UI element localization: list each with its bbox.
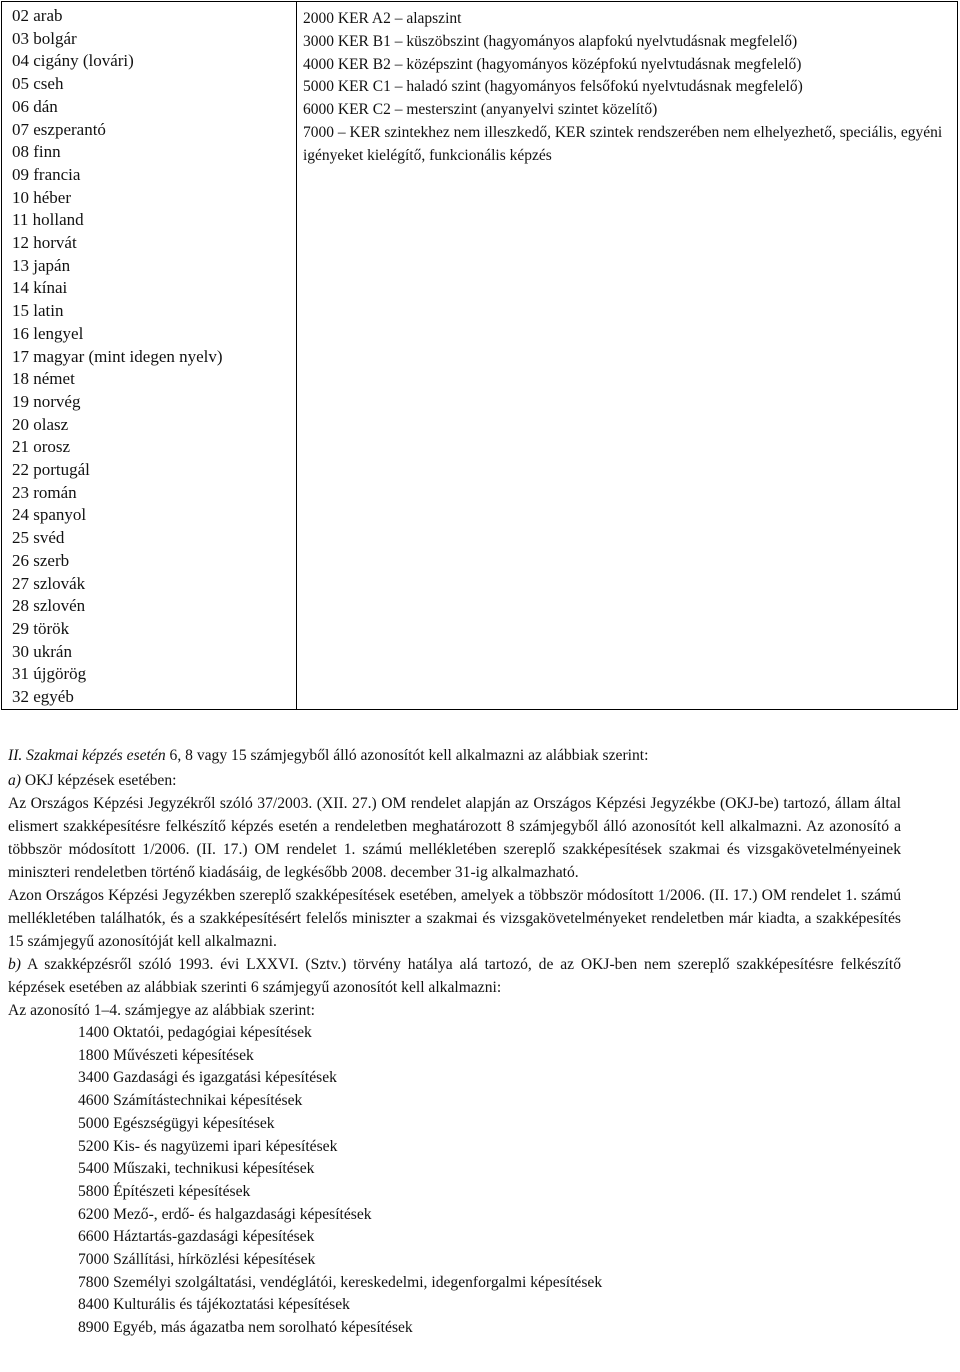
level-code-item: 5000 KER C1 – haladó szint (hagyományos felsőfokú nyelvtudásnak megfelelő): [303, 78, 803, 96]
language-code-item: 29 török: [12, 618, 70, 638]
level-codes-cell: [297, 2, 958, 710]
subsection-a-title-text: OKJ képzések esetében:: [21, 772, 177, 789]
qualification-category-item: 5800 Építészeti képesítések: [78, 1182, 251, 1200]
qualification-category-item: 5200 Kis- és nagyüzemi ipari képesítések: [78, 1137, 338, 1155]
section-heading: [8, 744, 901, 767]
level-code-item: 2000 KER A2 – alapszint: [303, 10, 462, 27]
subsection-a-label: a): [8, 772, 21, 789]
language-code-item: 11 holland: [12, 210, 84, 230]
language-code-item: 06 dán: [12, 96, 58, 116]
qualification-category-item: 3400 Gazdasági és igazgatási képesítések: [78, 1069, 337, 1087]
language-code-item: 07 eszperantó: [12, 119, 106, 139]
qualification-category-item: 1800 Művészeti képesítések: [78, 1046, 254, 1064]
qualification-category-item: 5400 Műszaki, technikusi képesítések: [78, 1160, 315, 1178]
qualification-category-item: 8900 Egyéb, más ágazatba nem sorolható képesítések: [78, 1319, 413, 1337]
qualification-category-item: 1400 Oktatói, pedagógiai képesítések: [78, 1024, 312, 1041]
language-codes-cell: [2, 2, 297, 710]
qualification-category-item: 4600 Számítástechnikai képesítések: [78, 1092, 303, 1110]
language-code-item: 22 portugál: [12, 460, 90, 480]
language-code-item: 31 újgörög: [12, 664, 87, 684]
language-code-item: 15 latin: [12, 301, 64, 321]
qualification-category-item: 5000 Egészségügyi képesítések: [78, 1114, 275, 1132]
language-code-item: 05 cseh: [12, 74, 64, 94]
subsection-a-paragraph: Az Országos Képzési Jegyzékről szóló 37/2003. (XII. 27.) OM rendelet alapján az Országos Képzési Jegyzékbe (OKJ-be) tartozó, állam által elismert szakképesítésre felkészítő képzés esetén a rendeletben meghatározott 8 számjegyből álló azonosítót kell alkalmazni. Az azonosító a többször módosított 1/2006. (II. 17.) OM rendelet 1. számú mellékletében szereplő szakképesítések szakmai és vizsgakövetelményeinek miniszteri rendeletben történő kiadásáig, de legkésőbb 2008. december 31-ig alkalmazható.: [8, 795, 901, 881]
language-code-list: [2, 2, 296, 709]
qualification-category-item: 6600 Háztartás-gazdasági képesítések: [78, 1228, 315, 1246]
language-code-item: 23 román: [12, 482, 77, 502]
language-code-item: 19 norvég: [12, 391, 81, 411]
qualification-category-item: 6200 Mező-, erdő- és halgazdasági képesítések: [78, 1205, 372, 1223]
language-code-item: 24 spanyol: [12, 505, 87, 525]
language-code-item: 30 ukrán: [12, 641, 72, 661]
subsection-a-paragraph: Azon Országos Képzési Jegyzékben szereplő szakképesítések esetében, amelyek a többször módosított 1/2006. (II. 17.) OM rendelet 1. számú mellékletében találhatók, és a szakképesítésért felelős miniszter a szakmai és vizsgakövetelményeket rendeletben már kiadta, a szakképesítés 15 számjegyű azonosítóját kell alkalmazni.: [8, 887, 901, 950]
qualification-category-list: [8, 1022, 901, 1340]
language-code-item: 14 kínai: [12, 278, 68, 298]
language-code-item: 21 orosz: [12, 437, 71, 457]
subsection-b-label: b): [8, 956, 21, 973]
subsection-b-sublabel: Az azonosító 1–4. számjegye az alábbiak szerint:: [8, 1002, 315, 1019]
language-code-item: 17 magyar (mint idegen nyelv): [12, 346, 223, 366]
language-code-item: 02 arab: [12, 6, 63, 25]
language-code-item: 08 finn: [12, 142, 61, 162]
language-code-item: 04 cigány (lovári): [12, 51, 134, 71]
section-heading-italic: II. Szakmai képzés esetén: [8, 747, 166, 764]
language-code-item: 09 francia: [12, 164, 81, 184]
language-code-item: 03 bolgár: [12, 28, 77, 48]
code-table: [1, 1, 958, 710]
language-code-item: 12 horvát: [12, 233, 77, 253]
subsection-a-title: [8, 769, 901, 792]
language-code-item: 26 szerb: [12, 550, 70, 570]
language-code-item: 32 egyéb: [12, 687, 74, 707]
language-code-item: 27 szlovák: [12, 573, 86, 593]
level-code-list: [297, 2, 957, 168]
subsection-b-paragraph: [8, 953, 901, 999]
level-code-item: 6000 KER C2 – mesterszint (anyanyelvi szintet közelítő): [303, 101, 658, 119]
subsection-b-text: A szakképzésről szóló 1993. évi LXXVI. (Sztv.) törvény hatálya alá tartozó, de az OKJ-ben nem szereplő szakképesítésre felkészítő képzések esetében az alábbiak szerinti 6 számjegyű azonosítót kell alkalmazni:: [8, 956, 901, 996]
language-code-item: 28 szlovén: [12, 596, 86, 616]
language-code-item: 10 héber: [12, 187, 72, 207]
section-heading-text: 6, 8 vagy 15 számjegyből álló azonosítót kell alkalmazni az alábbiak szerint:: [165, 747, 649, 764]
level-code-item: 4000 KER B2 – középszint (hagyományos középfokú nyelvtudásnak megfelelő): [303, 55, 802, 73]
level-code-item: 3000 KER B1 – küszöbszint (hagyományos alapfokú nyelvtudásnak megfelelő): [303, 32, 798, 50]
language-code-item: 20 olasz: [12, 414, 69, 434]
vocational-training-section: [8, 744, 901, 1340]
level-code-item: 7000 – KER szintekhez nem illeszkedő, KER szintek rendszerében nem elhelyezhető, speciális, egyéni igényeket kielégítő, funkcionális képzés: [303, 123, 943, 164]
code-table-row: [2, 2, 958, 710]
language-code-item: 18 német: [12, 369, 75, 389]
language-code-item: 16 lengyel: [12, 323, 84, 343]
qualification-category-item: 8400 Kulturális és tájékoztatási képesítések: [78, 1296, 350, 1314]
qualification-category-item: 7800 Személyi szolgáltatási, vendéglátói, kereskedelmi, idegenforgalmi képesítések: [78, 1273, 603, 1291]
language-code-item: 13 japán: [12, 255, 71, 275]
qualification-category-item: 7000 Szállítási, hírközlési képesítések: [78, 1251, 316, 1269]
language-code-item: 25 svéd: [12, 528, 65, 548]
